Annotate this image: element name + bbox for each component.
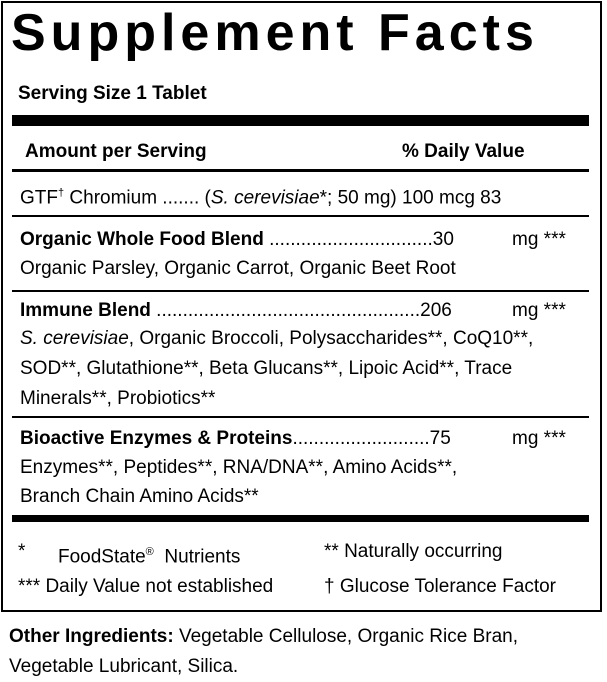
chromium-amount: *; 50 mg) 100 mcg 83 [319, 187, 502, 209]
header-divider [12, 169, 589, 172]
header-amount: Amount per Serving [25, 141, 207, 162]
blend-ingredients: Enzymes**, Peptides**, RNA/DNA**, Amino Acids**, [20, 457, 458, 478]
blend-amount: ..........................75 [292, 428, 451, 449]
footnote-foodstate: FoodState® Nutrients [58, 546, 241, 568]
blend-row [20, 427, 451, 451]
blend-ingredients: Branch Chain Amino Acids** [20, 486, 259, 507]
footnote-star: * [18, 541, 26, 562]
chromium-row [20, 181, 501, 210]
other-ingredients [9, 622, 599, 682]
panel-title: Supplement Facts [11, 4, 539, 62]
divider [12, 416, 589, 418]
thick-divider-top [12, 115, 589, 126]
footnote-dv: *** Daily Value not established [18, 576, 274, 597]
dagger-mark: † [58, 187, 65, 199]
blend-ingredients: S. cerevisiae, Organic Broccoli, Polysaccharides**, CoQ10**, [20, 328, 534, 349]
blend-unit: mg *** [512, 300, 566, 321]
blend-unit: mg *** [512, 428, 566, 449]
footnote-glucose: † Glucose Tolerance Factor [324, 576, 556, 597]
chromium-source: S. cerevisiae [210, 187, 320, 209]
blend-amount: ..................................................206 [150, 300, 452, 321]
supplement-facts-panel [1, 1, 602, 612]
other-text: Vegetable Cellulose, Organic Rice Bran, Vegetable Lubricant, Silica. [9, 626, 518, 677]
chromium-dots: Chromium ....... ( [64, 187, 211, 209]
registered-mark: ® [145, 546, 154, 558]
footnote-naturally: ** Naturally occurring [324, 541, 503, 562]
blend-unit: mg *** [512, 229, 566, 250]
blend-name: Bioactive Enzymes & Proteins [20, 428, 293, 449]
other-label: Other Ingredients: [9, 626, 174, 647]
chromium-name: GTF [20, 187, 58, 209]
blend-ingredients: Organic Parsley, Organic Carrot, Organic Beet Root [20, 258, 456, 279]
blend-ingredients: Minerals**, Probiotics** [20, 388, 216, 409]
divider [12, 290, 589, 292]
blend-ingredients: SOD**, Glutathione**, Beta Glucans**, Lipoic Acid**, Trace [20, 358, 513, 379]
blend-row [20, 299, 452, 323]
divider [12, 215, 589, 217]
blend-name: Immune Blend [20, 300, 151, 321]
thick-divider-bottom [12, 515, 589, 522]
blend-name: Organic Whole Food Blend [20, 229, 264, 250]
blend-amount: ...............................30 [263, 229, 454, 250]
blend-row [20, 228, 454, 252]
italic-ingredient: S. cerevisiae [20, 328, 129, 349]
serving-size: Serving Size 1 Tablet [18, 83, 207, 104]
header-daily-value: % Daily Value [402, 141, 525, 162]
